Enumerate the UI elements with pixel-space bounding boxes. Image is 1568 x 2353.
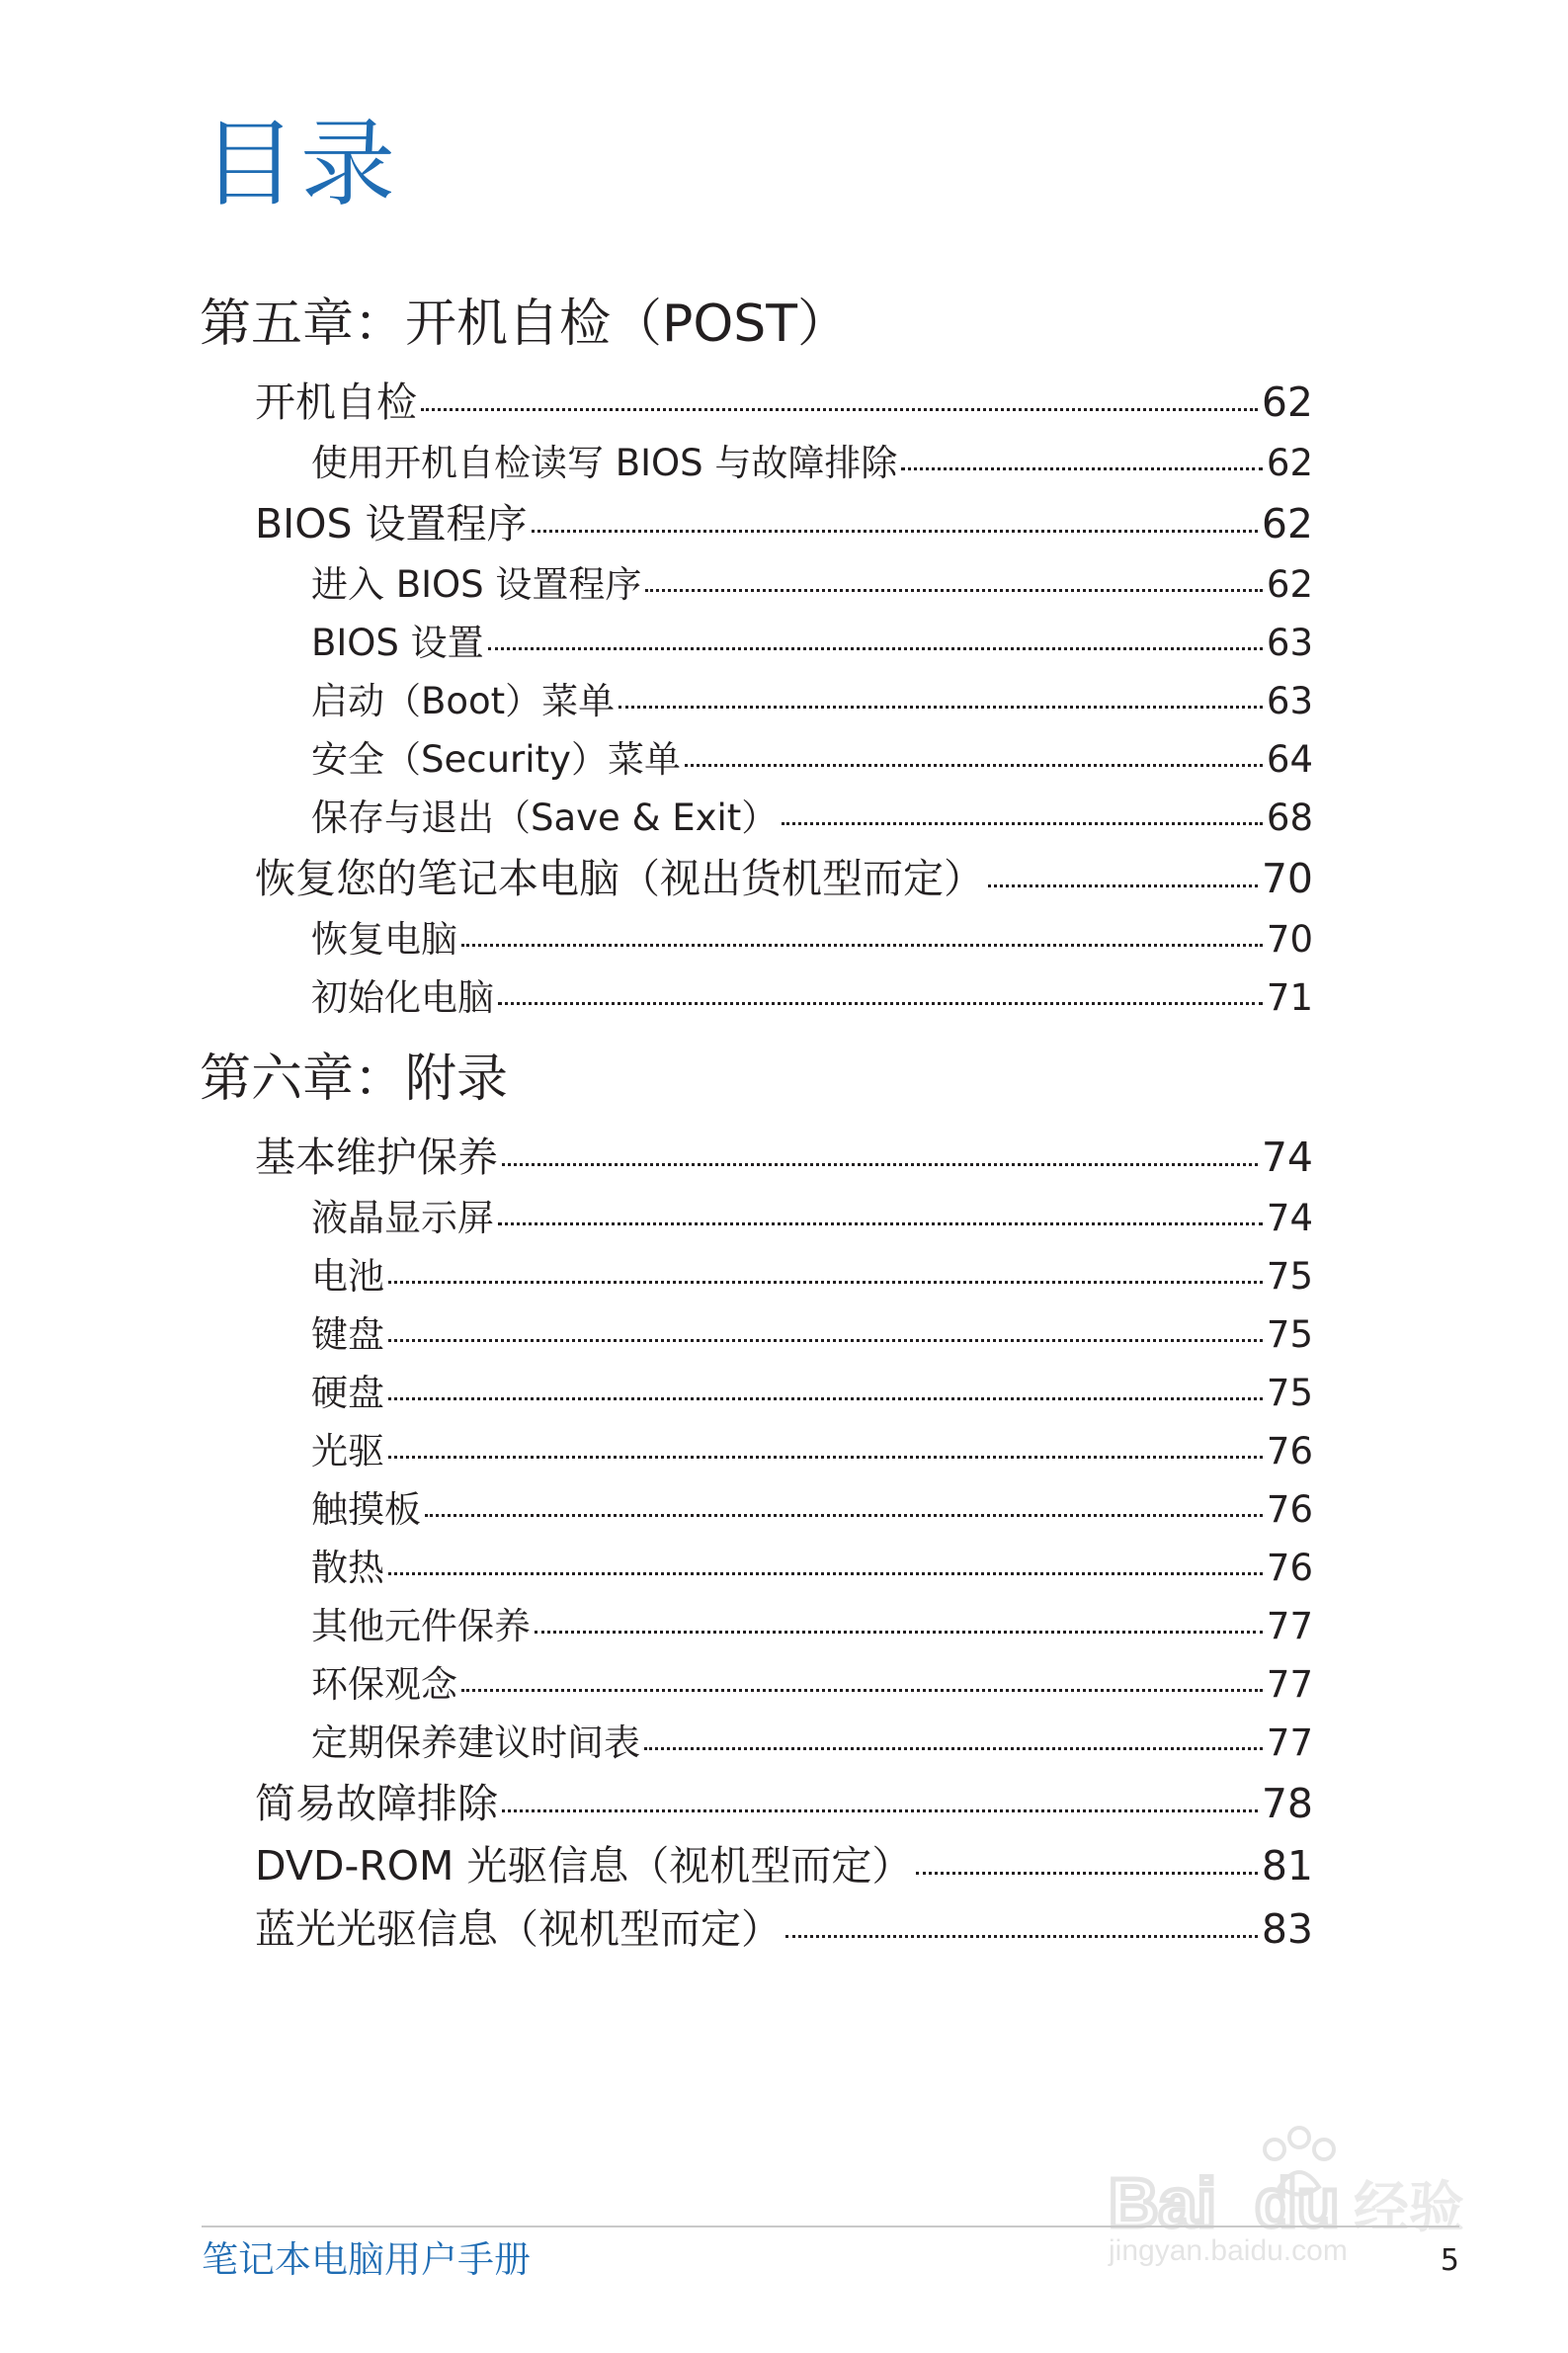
toc-entry[interactable] — [311, 680, 1313, 722]
svg-text:经验: 经验 — [1354, 2176, 1464, 2238]
chapter-heading: 第六章：附录 — [200, 1050, 509, 1109]
toc-entry-page: 77 — [1266, 1722, 1313, 1764]
toc-entry[interactable] — [311, 738, 1313, 781]
toc-entry-page: 76 — [1266, 1547, 1313, 1589]
toc-entry-page: 75 — [1266, 1313, 1313, 1356]
toc-entry-page: 76 — [1266, 1488, 1313, 1531]
toc-entry[interactable] — [311, 1430, 1313, 1472]
dot-leader — [388, 1572, 1263, 1575]
toc-entry-label: 初始化电脑 — [311, 976, 494, 1019]
watermark-brand-text — [1109, 2164, 1340, 2241]
toc-entry[interactable] — [311, 563, 1313, 606]
toc-entry-label: 恢复您的笔记本电脑（视出货机型而定） — [255, 855, 984, 902]
dot-leader — [498, 1002, 1263, 1005]
dot-leader — [782, 822, 1263, 825]
dot-leader — [388, 1456, 1263, 1459]
svg-text:du: du — [1255, 2164, 1340, 2241]
toc-entry[interactable] — [311, 442, 1313, 484]
toc-entry[interactable] — [311, 1547, 1313, 1589]
toc-entry-page: 70 — [1261, 855, 1313, 902]
toc-entry-page: 81 — [1261, 1842, 1313, 1890]
baidu-jingyan-watermark — [1107, 2110, 1482, 2268]
dot-leader — [685, 764, 1263, 767]
footer-manual-title: 笔记本电脑用户手册 — [202, 2238, 531, 2281]
dot-leader — [785, 1935, 1258, 1938]
toc-entry-page: 78 — [1261, 1780, 1313, 1827]
toc-entry-label: 安全（Security）菜单 — [311, 738, 681, 781]
dot-leader — [388, 1281, 1263, 1284]
dot-leader — [644, 1747, 1263, 1750]
toc-entry-label: BIOS 设置 — [311, 622, 484, 664]
dot-leader — [619, 706, 1263, 709]
dot-leader — [532, 530, 1258, 533]
page-title: 目录 — [202, 109, 399, 219]
toc-entry-label: 蓝光光驱信息（视机型而定） — [255, 1905, 782, 1953]
toc-entry-page: 70 — [1266, 918, 1313, 961]
toc-entry-label: 保存与退出（Save & Exit） — [311, 797, 779, 839]
toc-entry-label: DVD-ROM 光驱信息（视机型而定） — [255, 1842, 913, 1890]
toc-entry-label: 散热 — [311, 1547, 384, 1589]
toc-entry[interactable] — [255, 378, 1313, 426]
toc-entry-label: 定期保养建议时间表 — [311, 1722, 640, 1764]
toc-entry-label: 其他元件保养 — [311, 1605, 531, 1647]
toc-entry-label: 简易故障排除 — [255, 1780, 498, 1827]
dot-leader — [461, 944, 1263, 947]
dot-leader — [916, 1872, 1257, 1875]
toc-entry-label: 进入 BIOS 设置程序 — [311, 563, 642, 606]
toc-entry[interactable] — [255, 1905, 1313, 1953]
dot-leader — [461, 1689, 1263, 1692]
svg-text:jingyan.baidu.com: jingyan.baidu.com — [1109, 2234, 1348, 2267]
dot-leader — [502, 1809, 1258, 1812]
dot-leader — [988, 884, 1258, 887]
chapter-heading: 第五章：开机自检（POST） — [200, 294, 850, 354]
toc-entry-page: 64 — [1266, 738, 1313, 781]
toc-entry-page: 62 — [1266, 563, 1313, 606]
toc-entry[interactable] — [255, 1842, 1313, 1890]
dot-leader — [645, 589, 1262, 592]
dot-leader — [535, 1631, 1263, 1634]
toc-entry[interactable] — [311, 1197, 1313, 1239]
toc-entry-page: 63 — [1266, 622, 1313, 664]
dot-leader — [425, 1514, 1263, 1517]
toc-entry[interactable] — [255, 855, 1313, 902]
toc-entry[interactable] — [311, 797, 1313, 839]
toc-entry[interactable] — [311, 1605, 1313, 1647]
toc-entry[interactable] — [255, 500, 1313, 547]
toc-entry-label: 硬盘 — [311, 1372, 384, 1414]
toc-entry[interactable] — [311, 1255, 1313, 1298]
toc-entry-page: 75 — [1266, 1372, 1313, 1414]
toc-entry-page: 63 — [1266, 680, 1313, 722]
dot-leader — [502, 1163, 1258, 1166]
toc-entry-page: 62 — [1266, 442, 1313, 484]
toc-entry-page: 68 — [1266, 797, 1313, 839]
toc-entry-label: 启动（Boot）菜单 — [311, 680, 616, 722]
toc-entry-label: BIOS 设置程序 — [255, 500, 528, 547]
toc-entry-page: 77 — [1266, 1605, 1313, 1647]
toc-entry-label: 环保观念 — [311, 1663, 457, 1706]
toc-entry[interactable] — [311, 1488, 1313, 1531]
toc-entry-label: 电池 — [311, 1255, 384, 1298]
dot-leader — [498, 1222, 1263, 1225]
toc-entry[interactable] — [255, 1134, 1313, 1181]
toc-entry-page: 76 — [1266, 1430, 1313, 1472]
dot-leader — [901, 467, 1262, 470]
toc-entry[interactable] — [311, 1313, 1313, 1356]
toc-entry-page: 71 — [1266, 976, 1313, 1019]
toc-entry-page: 75 — [1266, 1255, 1313, 1298]
toc-entry-page: 62 — [1261, 378, 1313, 426]
toc-entry-label: 键盘 — [311, 1313, 384, 1356]
footer-rule — [202, 2226, 1459, 2227]
toc-entry-label: 使用开机自检读写 BIOS 与故障排除 — [311, 442, 898, 484]
toc-entry-label: 开机自检 — [255, 378, 417, 426]
dot-leader — [421, 408, 1258, 411]
dot-leader — [388, 1339, 1263, 1342]
toc-entry-page: 77 — [1266, 1663, 1313, 1706]
toc-entry-label: 液晶显示屏 — [311, 1197, 494, 1239]
toc-entry[interactable] — [311, 1722, 1313, 1764]
toc-entry-page: 74 — [1261, 1134, 1313, 1181]
toc-entry-page: 83 — [1261, 1905, 1313, 1953]
toc-entry[interactable] — [311, 918, 1313, 961]
toc-entry-label: 光驱 — [311, 1430, 384, 1472]
toc-entry[interactable] — [311, 976, 1313, 1019]
toc-entry[interactable] — [311, 1372, 1313, 1414]
toc-entry[interactable] — [255, 1780, 1313, 1827]
toc-entry-page: 74 — [1266, 1197, 1313, 1239]
toc-entry-label: 基本维护保养 — [255, 1134, 498, 1181]
toc-entry[interactable] — [311, 1663, 1313, 1706]
dot-leader — [488, 647, 1263, 650]
toc-entry-page: 62 — [1261, 500, 1313, 547]
toc-entry[interactable] — [311, 622, 1313, 664]
dot-leader — [388, 1397, 1263, 1400]
toc-entry-label: 恢复电脑 — [311, 918, 457, 961]
footer-page-number: 5 — [1440, 2243, 1459, 2278]
svg-text:Bai: Bai — [1109, 2164, 1216, 2241]
toc-entry-label: 触摸板 — [311, 1488, 421, 1531]
